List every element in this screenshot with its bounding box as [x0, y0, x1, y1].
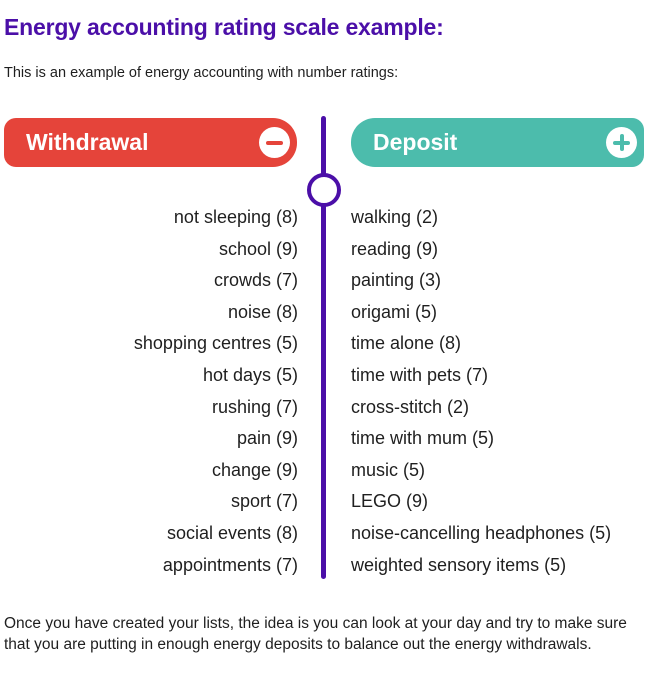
list-item: reading (9): [351, 238, 439, 259]
divider-circle: [307, 173, 341, 207]
list-item: crowds (7): [213, 270, 298, 291]
withdrawal-header: [4, 118, 297, 167]
deposit-header: [351, 118, 644, 167]
list-item: social events (8): [166, 522, 298, 543]
page-title: Energy accounting rating scale example:: [4, 14, 444, 40]
withdrawal-list: [134, 202, 298, 581]
list-item: school (9): [218, 238, 298, 259]
list-item: origami (5): [351, 301, 438, 322]
list-item: time alone (8): [351, 333, 462, 354]
deposit-list: [351, 202, 611, 581]
outro-text: Once you have created your lists, the idea is you can look at your day and try to make sure that you are putting in enough energy deposits to balance out the energy withdrawals.: [4, 615, 627, 653]
list-item: rushing (7): [211, 396, 298, 417]
deposit-label: Deposit: [373, 129, 458, 155]
list-item: appointments (7): [162, 554, 298, 575]
list-item: pain (9): [236, 428, 298, 449]
list-item: sport (7): [230, 491, 298, 512]
list-item: shopping centres (5): [133, 333, 298, 354]
intro-text: This is an example of energy accounting with number ratings:: [4, 65, 399, 81]
list-item: not sleeping (8): [173, 207, 298, 227]
list-item: hot days (5): [202, 364, 298, 385]
list-item: change (9): [211, 459, 298, 480]
minus-icon: [259, 127, 290, 158]
list-item: walking (2): [351, 207, 439, 227]
plus-icon: [606, 127, 637, 158]
withdrawal-label: Withdrawal: [26, 129, 149, 155]
list-item: LEGO (9): [351, 491, 429, 512]
list-item: noise-cancelling headphones (5): [351, 522, 612, 543]
list-item: time with mum (5): [351, 428, 495, 449]
list-item: time with pets (7): [351, 364, 489, 385]
list-item: weighted sensory items (5): [351, 554, 567, 575]
list-item: noise (8): [227, 301, 298, 322]
list-item: painting (3): [351, 270, 442, 291]
list-item: cross-stitch (2): [351, 396, 470, 417]
list-item: music (5): [351, 459, 426, 480]
